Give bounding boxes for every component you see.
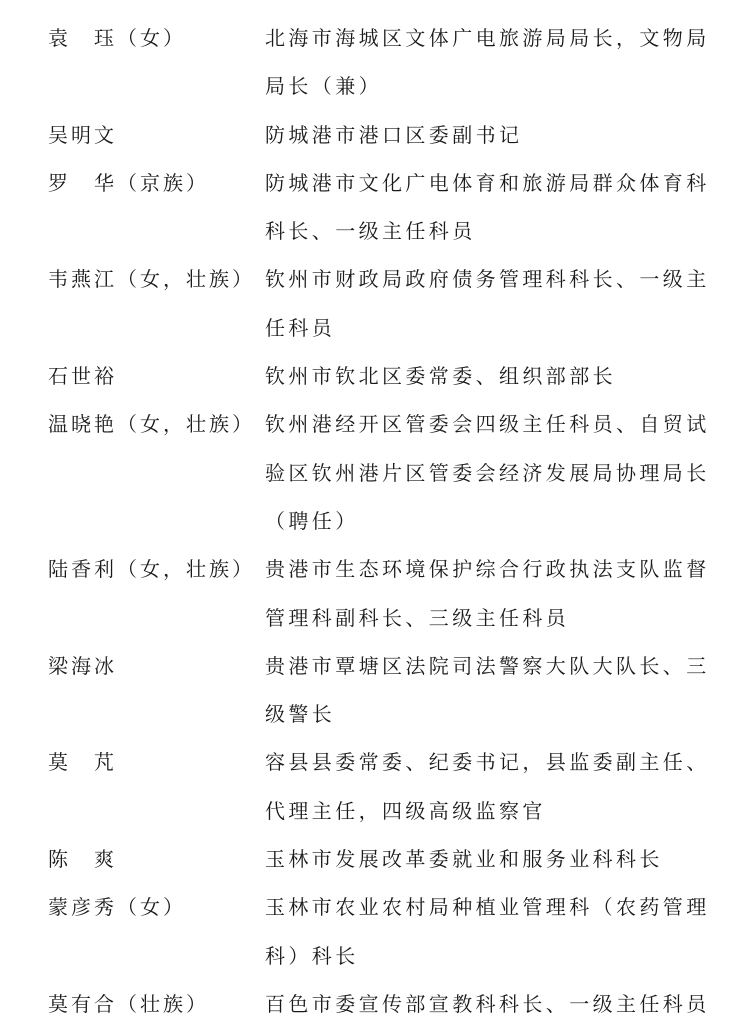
person-name: 温晓艳（女，壮族） [48,412,255,437]
list-item [0,883,751,980]
person-name: 罗 华（京族） [48,170,209,195]
title-line: 防城港市文化广电体育和旅游局群众体育科 [265,170,710,195]
title-line: 百色市委宣传部宣教科科长、一级主任科员 [265,991,710,1016]
person-name: 陈 爽 [48,847,117,872]
list-item [0,111,751,159]
person-name: 蒙彦秀（女） [48,895,186,920]
title-line: 任科员 [265,315,336,340]
person-title [265,159,725,256]
person-name: 吴明文 [48,122,117,147]
title-line: 验区钦州港片区管委会经济发展局协理局长 [265,460,710,485]
person-title [265,642,725,739]
list-item [0,352,751,400]
title-line: 玉林市发展改革委就业和服务业科科长 [265,847,663,872]
title-line: 容县县委常委、纪委书记，县监委副主任、 [265,750,710,775]
person-title [265,111,725,159]
list-item [0,980,751,1028]
person-title [265,980,725,1028]
person-title [265,352,725,400]
person-name: 韦燕江（女，壮族） [48,267,255,292]
list-item [0,545,751,642]
title-line: 代理主任，四级高级监察官 [265,798,546,823]
person-title [265,545,725,642]
title-line: 钦州市财政局政府债务管理科科长、一级主 [265,267,710,292]
person-name: 梁海冰 [48,653,117,678]
title-line: 贵港市生态环境保护综合行政执法支队监督 [265,557,710,582]
person-name: 陆香利（女，壮族） [48,557,255,582]
person-title [265,738,725,835]
person-title [265,14,725,111]
list-item [0,14,751,111]
list-item [0,642,751,739]
person-name: 莫 芃 [48,750,117,775]
list-item [0,400,751,545]
person-title [265,255,725,352]
list-item [0,738,751,835]
person-name: 莫有合（壮族） [48,991,209,1016]
title-line: 钦州市钦北区委常委、组织部部长 [265,364,616,389]
list-item [0,255,751,352]
title-line: 科长、一级主任科员 [265,219,476,244]
person-title [265,883,725,980]
title-line: 防城港市港口区委副书记 [265,122,523,147]
title-line: 管理科副科长、三级主任科员 [265,605,570,630]
title-line: 级警长 [265,702,336,727]
list-item [0,835,751,883]
title-line: 局长（兼） [265,74,382,99]
person-name: 石世裕 [48,364,117,389]
list-item [0,159,751,256]
person-name: 袁 珏（女） [48,26,186,50]
title-line: 科）科长 [265,943,359,968]
title-line: 玉林市农业农村局种植业管理科（农药管理 [265,895,710,920]
title-line: 钦州港经开区管委会四级主任科员、自贸试 [265,412,710,437]
title-line: （聘任） [265,508,359,533]
title-line: 北海市海城区文体广电旅游局局长，文物局 [265,26,710,50]
person-title [265,835,725,883]
person-title [265,400,725,545]
title-line: 贵港市覃塘区法院司法警察大队大队长、三 [265,653,710,678]
